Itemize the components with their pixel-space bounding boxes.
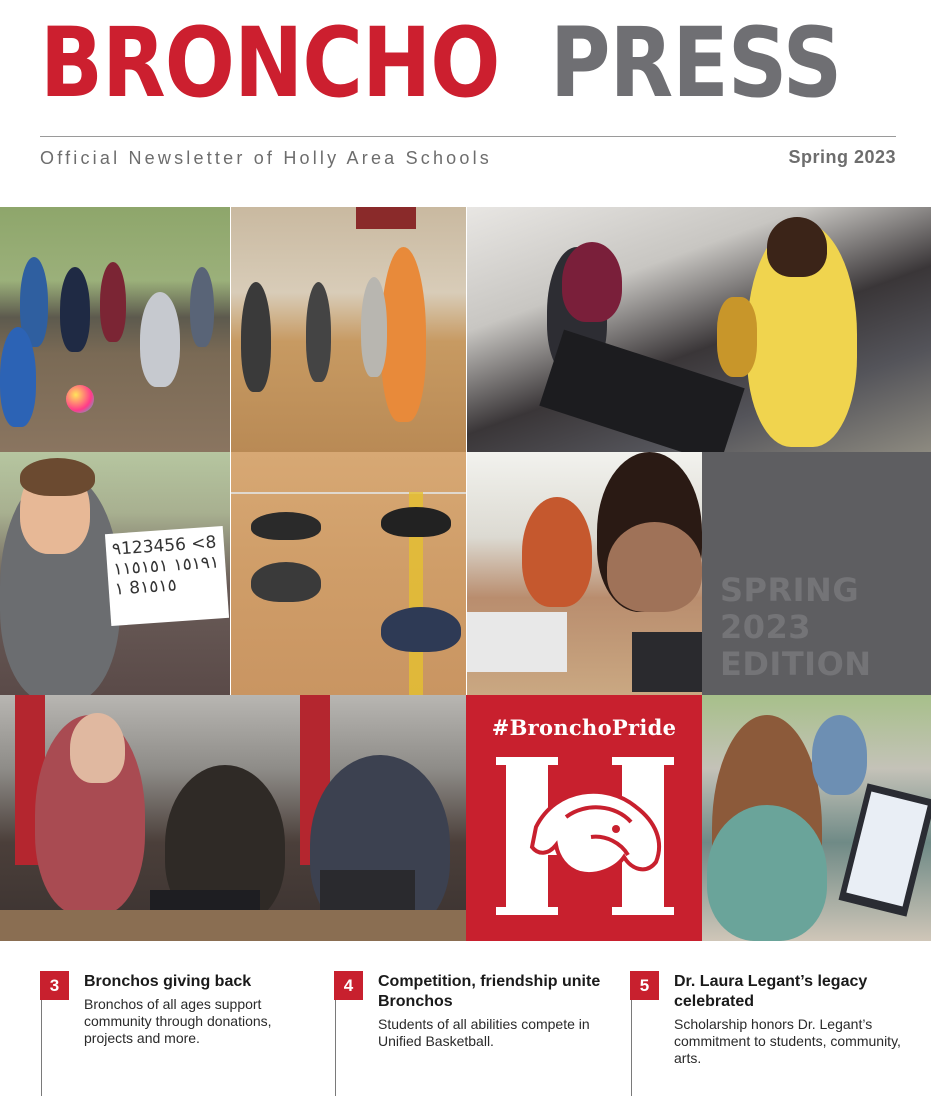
story-divider-line (41, 1000, 42, 1096)
masthead-press: PRESS (550, 7, 842, 119)
photo-band-class (467, 207, 931, 452)
masthead (40, 8, 900, 118)
broncho-pride-hashtag: #BronchoPride (491, 715, 677, 740)
story-headline: Competition, friendship unite Bronchos (378, 973, 601, 1010)
panel-line-edition: EDITION (720, 645, 872, 683)
story-divider-line (631, 1000, 632, 1096)
page-number-badge: 4 (334, 971, 363, 1000)
story-headline: Bronchos giving back (84, 973, 252, 990)
newsletter-subtitle: Official Newsletter of Holly Area Schools (40, 148, 493, 168)
numbers-whiteboard (105, 526, 229, 626)
photo-girls-on-gym-floor (231, 452, 466, 695)
page-number-badge: 5 (630, 971, 659, 1000)
photo-student-numbers-board (0, 452, 230, 695)
broncho-h-logo-icon (496, 757, 674, 915)
story-summary: Students of all abilities compete in Unified Basketball. (378, 1016, 590, 1049)
panel-line-year: 2023 (720, 608, 812, 646)
spring-edition-panel (702, 452, 931, 695)
whiteboard-writing: ٩123456 <8١٥١٩١ ١١٥١٥١١ 8١٥١٥ (111, 532, 220, 600)
masthead-broncho: BRONCHO (40, 7, 500, 119)
page-number-badge: 3 (40, 971, 69, 1000)
panel-line-spring: SPRING (720, 571, 860, 609)
photo-gym-activity (231, 207, 466, 452)
photo-teacher-students-laptops (0, 695, 466, 941)
broncho-pride-tile (466, 695, 702, 941)
story-summary: Scholarship honors Dr. Legant’s commitment to students, community, arts. (674, 1016, 901, 1066)
photo-student-tablet (702, 695, 931, 941)
story-headline: Dr. Laura Legant’s legacy celebrated (674, 973, 868, 1010)
photo-kids-playing-ball (0, 207, 230, 452)
edition-date: Spring 2023 (788, 147, 896, 167)
story-divider-line (335, 1000, 336, 1096)
masthead-divider (40, 136, 896, 137)
story-summary: Bronchos of all ages support community through donations, projects and more. (84, 996, 272, 1046)
photo-art-class-drawing (467, 452, 702, 695)
story-list (0, 941, 931, 1096)
